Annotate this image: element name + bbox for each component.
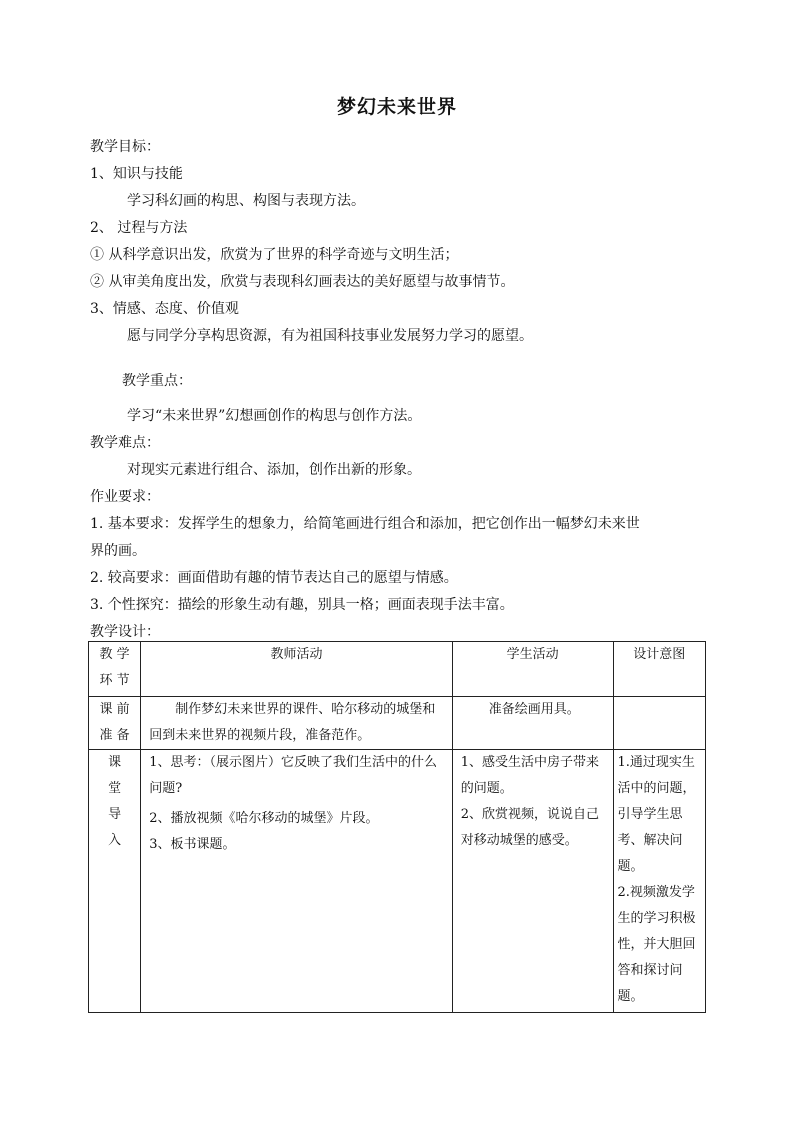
header-design-intent: 设计意图 (613, 642, 705, 697)
teacher-activity-intro (141, 750, 453, 1013)
page-title: 梦幻未来世界 (336, 96, 457, 118)
student-line: 1、感受生活中房子带来的问题。 (460, 755, 600, 796)
teacher-line: 2、播放视频《哈尔移动的城堡》片段。 (149, 811, 379, 826)
stage-prep: 课 前 准 备 (89, 697, 141, 750)
header-stage: 教 学 环 节 (89, 642, 141, 697)
student-line: 2、欣赏视频，说说自己对移动城堡的感受。 (460, 807, 600, 848)
intent-line: 1.通过现实生活中的问题，引导学生思考、解决问题。 (617, 755, 696, 874)
goal-1-text: 学习科幻画的构思、构图与表现方法。 (127, 193, 365, 209)
homework-2: 2. 较高要求：画面借助有趣的情节表达自己的愿望与情感。 (90, 570, 458, 586)
homework-1-line2: 界的画。 (90, 543, 146, 559)
design-heading: 教学设计： (90, 624, 160, 640)
homework-3: 3. 个性探究：描绘的形象生动有趣，别具一格；画面表现手法丰富。 (90, 597, 514, 613)
teaching-design-table (88, 641, 706, 1013)
design-intent-intro (613, 750, 705, 1013)
header-student-activity: 学生活动 (452, 642, 613, 697)
goal-1-label: 1、知识与技能 (90, 166, 183, 182)
homework-heading: 作业要求： (90, 489, 160, 505)
goal-2-a: ① 从科学意识出发，欣赏为了世界的科学奇迹与文明生活； (90, 247, 459, 263)
key-points-heading: 教学重点： (122, 373, 192, 389)
student-activity-intro (452, 750, 613, 1013)
goals-heading: 教学目标： (90, 139, 160, 155)
design-intent-prep (613, 697, 705, 750)
student-activity-prep: 准备绘画用具。 (452, 697, 613, 750)
table-row (89, 750, 706, 1013)
table-header-row (89, 642, 706, 697)
goal-3-label: 3、情感、态度、价值观 (90, 301, 239, 317)
key-points-text: 学习“未来世界”幻想画创作的构思与创作方法。 (127, 408, 422, 424)
goal-3-text: 愿与同学分享构思资源，有为祖国科技事业发展努力学习的愿望。 (127, 328, 533, 344)
goal-2-b: ② 从审美角度出发，欣赏与表现科幻画表达的美好愿望与故事情节。 (90, 274, 515, 290)
teacher-line: 1、思考：（展示图片）它反映了我们生活中的什么问题? (149, 755, 438, 796)
homework-1-line1: 1. 基本要求：发挥学生的想象力，给简笔画进行组合和添加，把它创作出一幅梦幻未来世 (90, 516, 640, 532)
goal-2-label: 2、 过程与方法 (90, 220, 188, 236)
header-teacher-activity: 教师活动 (141, 642, 453, 697)
table-row (89, 697, 706, 750)
intent-line: 2.视频激发学生的学习积极性，并大胆回答和探讨问题。 (617, 885, 696, 1004)
difficult-points-heading: 教学难点： (90, 435, 160, 451)
difficult-points-text: 对现实元素进行组合、添加，创作出新的形象。 (127, 462, 421, 478)
teacher-activity-prep: 制作梦幻未来世界的课件、哈尔移动的城堡和回到未来世界的视频片段，准备范作。 (141, 697, 453, 750)
stage-introduction: 课 堂 导 入 (89, 750, 141, 1013)
teacher-line: 3、板书课题。 (149, 837, 236, 852)
